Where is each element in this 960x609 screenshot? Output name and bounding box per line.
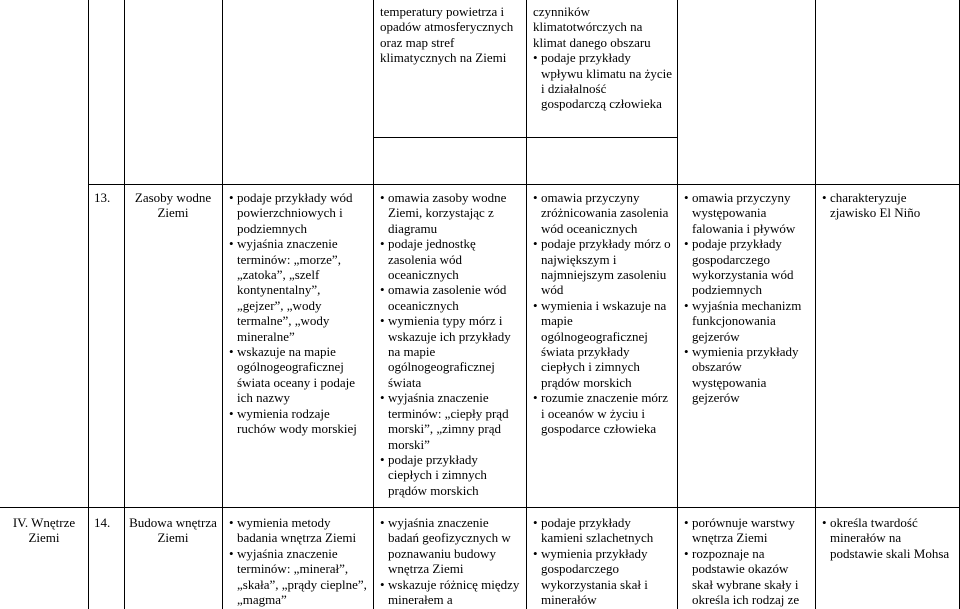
list-item <box>380 313 522 390</box>
list-item-text: wymienia typy mórz i wskazuje ich przykłady na mapie ogólnogeograficznej świata <box>388 313 511 390</box>
bullet-list <box>380 515 522 607</box>
lesson-number: 14. <box>94 515 111 530</box>
row14-rozszerzajace <box>533 515 673 607</box>
list-item <box>380 236 522 282</box>
list-item <box>533 298 673 390</box>
bullet-icon: • <box>533 190 538 205</box>
bullet-list <box>533 515 673 607</box>
list-item <box>533 50 673 112</box>
row13-wykraczajace <box>822 190 952 221</box>
list-item <box>380 390 522 452</box>
list-item-text: wyjaśnia mechanizm funkcjonowania gejzerów <box>692 297 802 344</box>
grid-line <box>124 0 125 609</box>
grid-line <box>222 0 223 609</box>
section-title: IV. Wnętrze Ziemi <box>12 515 76 546</box>
bullet-icon: • <box>684 297 689 313</box>
list-item <box>229 515 369 546</box>
list-item-text: wskazuje różnicę między minerałem a <box>388 576 520 608</box>
list-item-text: podaje przykłady kamieni szlachetnych <box>541 515 654 546</box>
cell-text: czynników klimatotwórczych na klimat danego obszaru <box>533 4 651 50</box>
list-item <box>380 452 522 498</box>
row14-section <box>2 515 86 546</box>
bullet-icon: • <box>380 515 385 530</box>
list-item <box>229 546 369 608</box>
bullet-icon: • <box>229 515 234 530</box>
lesson-topic: Zasoby wodne Ziemi <box>134 190 212 221</box>
bullet-icon: • <box>684 236 689 252</box>
list-item-text: porównuje warstwy wnętrza Ziemi <box>692 515 795 546</box>
bullet-icon: • <box>229 190 234 205</box>
row13-rozszerzajace <box>533 190 673 437</box>
bullet-list <box>229 515 369 607</box>
list-item-text: podaje przykłady wpływu klimatu na życie i działalność gospodarczą człowieka <box>541 50 673 112</box>
bullet-icon: • <box>684 344 689 360</box>
list-item-text: rozpoznaje na podstawie okazów skał wybrane skały i określa ich rodzaj ze <box>692 545 800 608</box>
row14-number <box>94 515 122 530</box>
list-item <box>533 190 673 236</box>
row13-number <box>94 190 122 205</box>
list-item <box>684 546 812 608</box>
bullet-list <box>229 190 369 437</box>
row13-konieczne <box>229 190 369 437</box>
list-item <box>380 515 522 577</box>
bullet-icon: • <box>533 297 538 313</box>
list-item-text: omawia przyczyny występowania falowania i pływów <box>692 190 796 236</box>
bullet-icon: • <box>380 451 385 467</box>
list-item <box>380 190 522 236</box>
list-item-text: rozumie znaczenie mórz i oceanów w życiu i gospodarce człowieka <box>541 390 669 437</box>
list-item-text: wyjaśnia znaczenie badań geofizycznych w poznawaniu budowy wnętrza Ziemi <box>388 515 511 577</box>
list-item <box>684 515 812 546</box>
grid-line <box>373 0 374 609</box>
list-item <box>533 390 673 436</box>
bullet-icon: • <box>380 236 385 252</box>
bullet-icon: • <box>380 313 385 329</box>
bullet-icon: • <box>684 515 689 530</box>
grid-line <box>0 507 960 508</box>
list-item <box>533 546 673 608</box>
bullet-icon: • <box>380 390 385 406</box>
list-item-text: podaje przykłady wód powierzchniowych i podziemnych <box>237 190 353 236</box>
list-item-text: wyjaśnia znaczenie terminów: „minerał”, „skała”, „prądy cieplne”, „magma” <box>237 545 367 608</box>
list-item <box>533 236 673 298</box>
list-item-text: wymienia rodzaje ruchów wody morskiej <box>237 405 357 437</box>
list-item-text: wymienia metody badania wnętrza Ziemi <box>237 515 357 546</box>
list-item-text: omawia zasoby wodne Ziemi, korzystając z diagramu <box>388 190 507 236</box>
row14-konieczne <box>229 515 369 607</box>
bullet-list <box>533 190 673 437</box>
list-item <box>229 236 369 344</box>
top-row-cell-col-e <box>533 4 673 112</box>
bullet-icon: • <box>684 190 689 205</box>
bullet-icon: • <box>229 545 234 561</box>
bullet-icon: • <box>822 515 827 530</box>
bullet-icon: • <box>380 190 385 205</box>
row13-podstawowe <box>380 190 522 498</box>
bullet-icon: • <box>533 236 538 252</box>
bullet-icon: • <box>533 545 538 561</box>
grid-line <box>88 0 89 609</box>
grid-line <box>88 184 960 185</box>
list-item <box>822 515 954 561</box>
bullet-list <box>684 190 812 406</box>
bullet-list <box>822 515 954 561</box>
grid-line <box>815 0 816 609</box>
row14-dopelniajace <box>684 515 812 607</box>
cell-text: temperatury powietrza i opadów atmosferycznych oraz map stref klimatycznych na Ziemi <box>380 4 514 66</box>
grid-line <box>677 0 678 609</box>
list-item <box>684 236 812 298</box>
bullet-icon: • <box>229 236 234 252</box>
list-item <box>533 515 673 546</box>
list-item-text: podaje jednostkę zasolenia wód oceanicznych <box>388 236 476 283</box>
list-item-text: wyjaśnia znaczenie terminów: „ciepły prąd morski”, „zimny prąd morski” <box>388 390 509 452</box>
list-item-text: omawia zasolenie wód oceanicznych <box>388 282 507 313</box>
bullet-icon: • <box>380 576 385 592</box>
list-item-text: charakteryzuje zjawisko El Niño <box>830 190 921 221</box>
bullet-icon: • <box>684 545 689 561</box>
list-item <box>380 577 522 608</box>
list-item <box>684 190 812 236</box>
bullet-icon: • <box>533 515 538 530</box>
list-item <box>822 190 952 221</box>
bullet-icon: • <box>229 344 234 360</box>
bullet-list <box>822 190 952 221</box>
list-item-text: wyjaśnia znaczenie terminów: „morze”, „zatoka”, „szelf kontynentalny”, „gejzer”, „wody termalne”, „wody mineralne” <box>237 236 341 344</box>
list-item <box>229 406 369 437</box>
lesson-number: 13. <box>94 190 111 205</box>
bullet-icon: • <box>533 50 538 66</box>
bullet-icon: • <box>380 282 385 298</box>
list-item-text: omawia przyczyny zróżnicowania zasolenia wód oceanicznych <box>541 190 669 236</box>
bullet-icon: • <box>533 390 538 406</box>
list-item <box>684 344 812 406</box>
row13-topic <box>126 190 220 221</box>
list-item-text: wymienia przykłady gospodarczego wykorzystania skał i minerałów <box>541 545 648 608</box>
row13-dopelniajace <box>684 190 812 406</box>
bullet-icon: • <box>229 405 234 421</box>
list-item <box>684 298 812 344</box>
row14-topic <box>126 515 220 546</box>
list-item-text: podaje przykłady mórz o największym i najmniejszym zasoleniu wód <box>541 236 671 298</box>
list-item <box>380 282 522 313</box>
list-item <box>229 190 369 236</box>
row14-podstawowe <box>380 515 522 607</box>
grid-line <box>526 0 527 609</box>
list-item-text: wymienia i wskazuje na mapie ogólnogeograficznej świata przykłady ciepłych i zimnych prądów morskich <box>541 297 667 390</box>
bullet-list <box>380 190 522 498</box>
list-item-text: wskazuje na mapie ogólnogeograficznej świata oceany i podaje ich nazwy <box>237 344 356 406</box>
list-item-text: podaje przykłady ciepłych i zimnych prądów morskich <box>388 451 487 498</box>
list-item <box>229 344 369 406</box>
bullet-list <box>533 50 673 112</box>
list-item-text: określa twardość minerałów na podstawie skali Mohsa <box>830 515 950 561</box>
top-row-cell-col-d <box>380 4 522 66</box>
grid-line <box>373 137 678 138</box>
bullet-icon: • <box>822 190 827 205</box>
lesson-topic: Budowa wnętrza Ziemi <box>129 515 217 546</box>
list-item-text: podaje przykłady gospodarczego wykorzystania wód podziemnych <box>692 236 794 298</box>
bullet-list <box>684 515 812 607</box>
row14-wykraczajace <box>822 515 954 561</box>
list-item-text: wymienia przykłady obszarów występowania gejzerów <box>692 344 799 406</box>
